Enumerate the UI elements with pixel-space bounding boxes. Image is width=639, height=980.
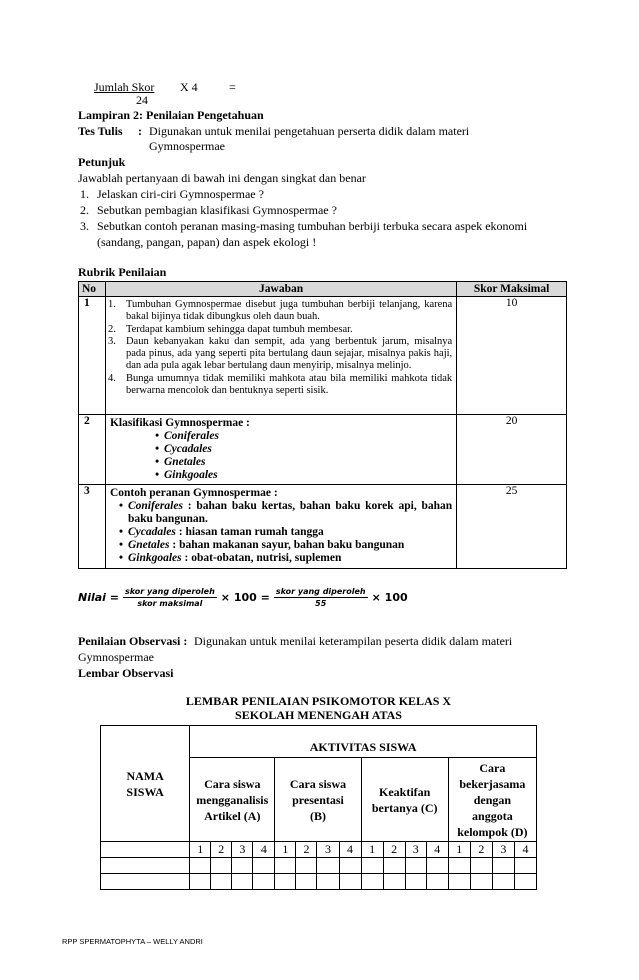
answer-cell: [105, 297, 456, 415]
aktivitas-header: AKTIVITAS SISWA: [190, 726, 537, 758]
scale-cell: 3: [317, 842, 339, 858]
bullet-item: • Gnetales : bahan makanan sayur, bahan baku bangunan: [118, 539, 405, 551]
observasi-desc-cont: Gymnospermae: [78, 650, 154, 664]
column-header: Keaktifan bertanya (C): [361, 758, 448, 842]
tes-tulis-label: Tes Tulis: [78, 124, 123, 138]
bullet-item: • Coniferales: [154, 430, 219, 442]
empty-row: [101, 874, 537, 890]
bullet-item: • Cycadales: [154, 443, 212, 455]
header-no: No: [79, 282, 106, 297]
times-hundred: × 100: [371, 591, 408, 604]
question-number: 3.: [80, 219, 89, 233]
bullet-item: • Gnetales: [154, 456, 206, 468]
scale-cell: 4: [514, 842, 536, 858]
fraction: $\frac{\text{skor yang diperoleh}}{55}$: [275, 587, 366, 608]
bullet-item: • Ginkgoales: [154, 469, 218, 481]
answer-cell: [105, 485, 456, 569]
page-footer: RPP SPERMATOPHYTA – WELLY ANDRI: [62, 937, 203, 946]
bullet-item: • Coniferales : bahan baku kertas, bahan baku korek api, bahan baku bangunan.: [118, 500, 453, 525]
observation-table: [100, 725, 537, 890]
lembar-title-2: SEKOLAH MENENGAH ATAS: [235, 708, 402, 722]
answer-item: 3. Daun kebanyakan kaku dan sempit, ada yang berbentuk jarum, misalnya pada pinus, ada yang seperti pita bertulang daun sejajar, misalnya pakis haji, dan ada pula agak lebar bertulang daun menyirip, misalnya melinjo.: [107, 335, 453, 372]
question-number: 1.: [80, 187, 89, 201]
petunjuk-title: Petunjuk: [78, 155, 126, 169]
scale-cell: 3: [232, 842, 253, 858]
max-score: 25: [457, 485, 567, 569]
column-header: Cara siswa mengganalisis Artikel (A): [190, 758, 275, 842]
answer-heading: Contoh peranan Gymnospermae :: [109, 487, 278, 499]
scale-cell: 2: [211, 842, 232, 858]
scale-cell: 3: [492, 842, 514, 858]
scale-cell: 3: [405, 842, 426, 858]
fraction: $\frac{\text{skor yang diperoleh}}{\text{skor maksimal}}$: [125, 587, 215, 608]
scale-cell: 4: [426, 842, 448, 858]
scale-cell: 1: [361, 842, 383, 858]
nilai-formula: [78, 587, 408, 608]
max-score: 20: [457, 415, 567, 485]
lembar-title-1: LEMBAR PENILAIAN PSIKOMOTOR KELAS X: [185, 694, 452, 708]
equals-sign: =: [229, 80, 236, 94]
row-number: 2: [79, 415, 106, 485]
lampiran-title: Lampiran 2: Penilaian Pengetahuan: [78, 108, 264, 122]
question-text: Sebutkan pembagian klasifikasi Gymnospermae ?: [97, 203, 337, 217]
answer-item: 1. Tumbuhan Gymnospermae disebut juga tumbuhan berbiji telanjang, karena bakal bijinya tidak dibungkus oleh daun buah.: [107, 299, 453, 323]
scale-row: [101, 842, 537, 858]
bullet-item: • Cycadales : hiasan taman rumah tangga: [118, 526, 324, 538]
empty-row: [101, 858, 537, 874]
row-number: 3: [79, 485, 106, 569]
scale-cell: 4: [339, 842, 361, 858]
scale-cell: 1: [190, 842, 211, 858]
bullet-item: • Ginkgoales : obat-obatan, nutrisi, suplemen: [118, 552, 342, 564]
tes-colon: :: [138, 124, 142, 138]
rubrik-title: Rubrik Penilaian: [78, 265, 167, 279]
question-number: 2.: [80, 203, 89, 217]
rubrik-row-2: [79, 415, 567, 485]
times-four: X 4: [180, 80, 198, 94]
max-score: 10: [457, 297, 567, 415]
rubrik-row-3: [79, 485, 567, 569]
score-denominator: 24: [136, 93, 148, 107]
column-header: Cara siswa presentasi (B): [275, 758, 361, 842]
column-header: Cara bekerjasama dengan anggota kelompok (D): [448, 758, 536, 842]
scale-cell: 4: [253, 842, 275, 858]
observasi-desc: Digunakan untuk menilai keterampilan peserta didik dalam materi: [194, 634, 513, 648]
header-jawaban: Jawaban: [105, 282, 456, 297]
question-text-cont: (sandang, pangan, papan) dan aspek ekologi !: [97, 235, 317, 249]
answer-cell: [105, 415, 456, 485]
rubrik-row-1: [79, 297, 567, 415]
scale-cell: 2: [383, 842, 405, 858]
tes-tulis-desc-cont: Gymnospermae: [149, 139, 225, 153]
scale-cell: 2: [296, 842, 317, 858]
header-skor: Skor Maksimal: [457, 282, 567, 297]
row-number: 1: [79, 297, 106, 415]
lembar-observasi-title: Lembar Observasi: [78, 666, 174, 680]
times-hundred: × 100 =: [220, 591, 270, 604]
jumlah-skor-label: Jumlah Skor: [94, 80, 155, 94]
question-text: Sebutkan contoh peranan masing-masing tumbuhan berbiji terbuka secara aspek ekonomi: [97, 219, 528, 233]
rubrik-header-row: [79, 282, 567, 297]
petunjuk-intro: Jawablah pertanyaan di bawah ini dengan singkat dan benar: [78, 171, 366, 185]
scale-cell: 1: [448, 842, 470, 858]
nama-siswa-header: NAMA SISWA: [101, 726, 190, 842]
nilai-label: Nilai =: [78, 591, 119, 604]
tes-tulis-desc: Digunakan untuk menilai pengetahuan perserta didik dalam materi: [149, 124, 470, 138]
question-text: Jelaskan ciri-ciri Gymnospermae ?: [97, 187, 264, 201]
observasi-label: Penilaian Observasi :: [78, 634, 188, 648]
scale-cell: 1: [275, 842, 296, 858]
answer-item: 2. Terdapat kambium sehingga dapat tumbuh membesar.: [107, 323, 353, 335]
scale-cell: 2: [470, 842, 492, 858]
answer-heading: Klasifikasi Gymnospermae :: [109, 417, 250, 429]
rubrik-table: [78, 281, 567, 569]
answer-item: 4. Bunga umumnya tidak memiliki mahkota atau bila memiliki mahkota tidak berwarna mencolok dan bentuknya seperti sisik.: [107, 372, 453, 397]
